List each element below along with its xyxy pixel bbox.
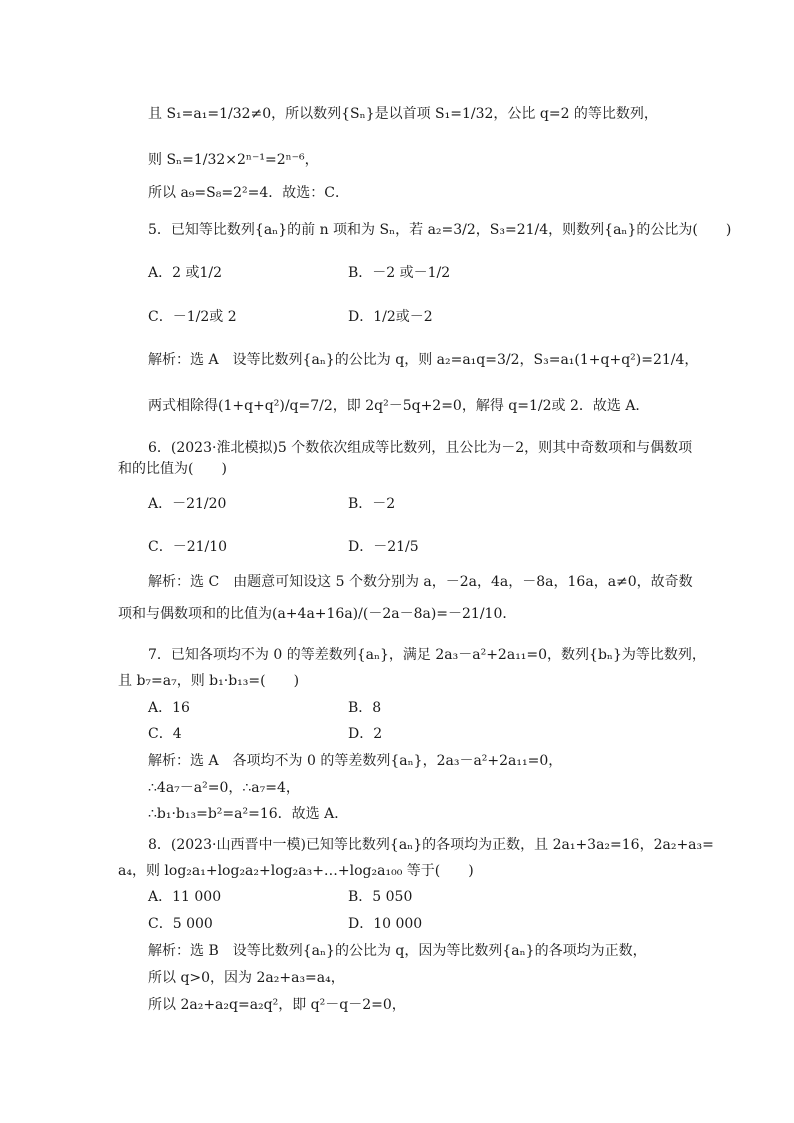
- question-8-stem: a₄，则 log₂a₁+log₂a₂+log₂a₃+…+log₂a₁₀₀ 等于( ): [118, 863, 474, 879]
- q5-option-c: C．－1/2或 2: [148, 309, 237, 325]
- q7-option-a: A．16: [148, 700, 190, 716]
- q5-solution-line: 两式相除得(1+q+q²)/q=7/2，即 2q²－5q+2=0，解得 q=1/2或 2．故选 A．: [148, 398, 650, 414]
- question-7-stem: 且 b₇=a₇，则 b₁·b₁₃=( ): [118, 673, 300, 689]
- q6-solution-line: 项和与偶数项和的比值为(a+4a+16a)/(－2a－8a)=－21/10．: [118, 606, 517, 622]
- question-8-stem: 8．(2023·山西晋中一模)已知等比数列{aₙ}的各项均为正数，且 2a₁+3a₂=16，2a₂+a₃=: [148, 837, 714, 853]
- question-5-stem: 5．已知等比数列{aₙ}的前 n 项和为 Sₙ，若 a₂=3/2，S₃=21/4，则数列{aₙ}的公比为( ): [148, 222, 732, 238]
- q8-solution-line: 解析：选 B 设等比数列{aₙ}的公比为 q，因为等比数列{aₙ}的各项均为正数，: [148, 943, 647, 959]
- q7-option-d: D．2: [348, 726, 383, 742]
- q6-option-d: D．－21/5: [348, 539, 419, 555]
- solution-line: 且 S₁=a₁=1/32≠0，所以数列{Sₙ}是以首项 S₁=1/32，公比 q=2 的等比数列，: [148, 106, 658, 122]
- q8-solution-line: 所以 2a₂+a₂q=a₂q²，即 q²－q－2=0，: [148, 997, 406, 1013]
- q8-option-d: D．10 000: [348, 916, 423, 932]
- q7-option-b: B．8: [348, 700, 382, 716]
- q5-solution-line: 解析：选 A 设等比数列{aₙ}的公比为 q，则 a₂=a₁q=3/2，S₃=a₁(1+q+q²)=21/4，: [148, 352, 699, 368]
- solution-line: 所以 a₉=S₈=2²=4．故选：C．: [148, 185, 349, 201]
- q8-option-a: A．11 000: [148, 889, 222, 905]
- q7-solution-line: 解析：选 A 各项均不为 0 的等差数列{aₙ}，2a₃－a²+2a₁₁=0，: [148, 753, 563, 769]
- q6-option-b: B．－2: [348, 496, 396, 512]
- q5-option-b: B．－2 或－1/2: [348, 265, 451, 281]
- q8-solution-line: 所以 q>0，因为 2a₂+a₃=a₄，: [148, 970, 345, 986]
- q7-option-c: C．4: [148, 726, 182, 742]
- q5-option-a: A．2 或1/2: [148, 265, 222, 281]
- solution-line: 则 Sₙ=1/32×2ⁿ⁻¹=2ⁿ⁻⁶，: [148, 152, 319, 168]
- q8-option-b: B．5 050: [348, 889, 413, 905]
- question-6-stem: 6．(2023·淮北模拟)5 个数依次组成等比数列，且公比为－2，则其中奇数项和与偶数项: [148, 440, 693, 456]
- q6-solution-line: 解析：选 C 由题意可知设这 5 个数分别为 a，－2a，4a，－8a，16a，a≠0，故奇数: [148, 574, 693, 590]
- q7-solution-line: ∴4a₇－a²=0，∴a₇=4，: [148, 780, 300, 796]
- q6-option-c: C．－21/10: [148, 539, 228, 555]
- question-6-stem: 和的比值为( ): [118, 461, 227, 477]
- q8-option-c: C．5 000: [148, 916, 213, 932]
- q5-option-d: D．1/2或－2: [348, 309, 433, 325]
- question-7-stem: 7．已知各项均不为 0 的等差数列{aₙ}，满足 2a₃－a²+2a₁₁=0，数列{bₙ}为等比数列，: [148, 647, 706, 663]
- q6-option-a: A．－21/20: [148, 496, 227, 512]
- q7-solution-line: ∴b₁·b₁₃=b²=a²=16．故选 A．: [148, 806, 349, 822]
